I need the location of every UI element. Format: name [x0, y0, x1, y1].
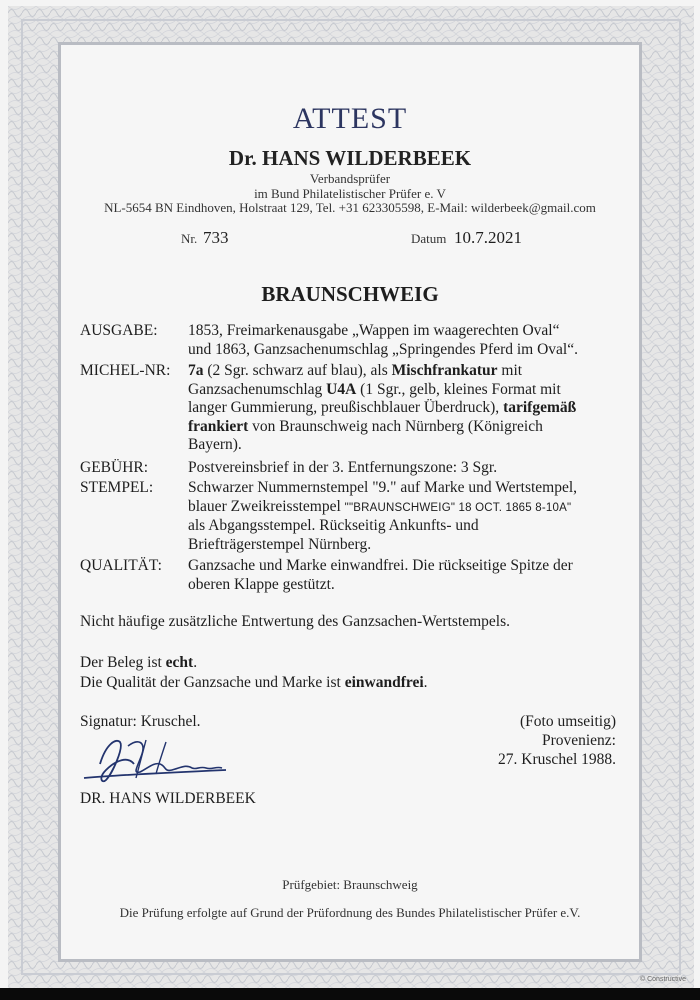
u4a-bold: U4A — [326, 380, 357, 398]
ausgabe-label: AUSGABE: — [80, 322, 158, 339]
nr-label: Nr. — [181, 231, 198, 246]
cancel-text: ""BRAUNSCHWEIG" 18 OCT. 1865 8-10A" — [344, 501, 572, 514]
stempel-line: Schwarzer Nummernstempel "9." auf Marke und Wertstempel, — [188, 479, 578, 496]
michel-text: (2 Sgr. schwarz auf blau), als — [203, 362, 392, 379]
verdict-text: Der Beleg ist — [80, 654, 166, 671]
tarifgemaess-bold: tarifgemäß — [503, 399, 577, 416]
verdict-quality — [80, 674, 428, 692]
examiner-address: NL-5654 BN Eindhoven, Holstraat 129, Tel. +31 623305598, E-Mail: wilderbeek@gmail.com — [104, 200, 596, 215]
stempel-value — [188, 479, 618, 554]
examiner-name: Dr. HANS WILDERBEEK — [228, 146, 472, 170]
einwandfrei-bold: einwandfrei — [344, 674, 424, 691]
verdict-text: . — [423, 674, 428, 691]
qualitaet-line: oberen Klappe gestützt. — [188, 575, 335, 593]
michel-text: Bayern). — [188, 436, 242, 453]
pruefgebiet: Prüfgebiet: Braunschweig — [282, 877, 418, 892]
ausgabe-value — [188, 322, 618, 359]
stempel-line: Briefträgerstempel Nürnberg. — [188, 535, 372, 553]
country-heading: BRAUNSCHWEIG — [261, 282, 439, 306]
scan-edge — [0, 988, 700, 1000]
michel-text: langer Gummierung, preußischblauer Überdruck), — [188, 399, 504, 416]
michel-text: (1 Sgr., gelb, kleines Format mit — [356, 380, 561, 398]
provenienz-label: Provenienz: — [541, 732, 616, 749]
michel-value — [188, 362, 618, 455]
stempel-text: blauer Zweikreisstempel — [188, 497, 345, 515]
stempel-line: als Abgangsstempel. Rückseitig Ankunfts- und — [188, 517, 479, 534]
stempel-label: STEMPEL: — [80, 479, 154, 496]
michel-text: Ganzsachenumschlag — [188, 380, 327, 398]
ausgabe-line: und 1863, Ganzsachenumschlag „Springendes Pferd im Oval“. — [188, 340, 578, 358]
michel-text: von Braunschweig nach Nürnberg (Königreich — [248, 417, 543, 435]
ausgabe-line: 1853, Freimarkenausgabe „Wappen im waagerechten Oval“ — [188, 322, 560, 339]
michel-label: MICHEL-NR: — [80, 362, 171, 379]
gebuehr-label: GEBÜHR: — [80, 459, 149, 476]
mischfrankatur-bold: Mischfrankatur — [391, 362, 498, 379]
examiner-association: im Bund Philatelistischer Prüfer e. V — [254, 186, 446, 201]
nr-value: 733 — [203, 228, 229, 247]
foto-note: (Foto umseitig) — [519, 713, 616, 730]
signer-name: DR. HANS WILDERBEEK — [80, 790, 256, 807]
signatur-label: Signatur: Kruschel. — [80, 713, 201, 730]
michel-text: mit — [497, 362, 523, 379]
provenienz-value: 27. Kruschel 1988. — [498, 751, 616, 768]
datum-label: Datum — [411, 231, 447, 246]
attest-title: ATTEST — [292, 102, 408, 135]
echt-bold: echt — [165, 654, 194, 671]
frankiert-bold: frankiert — [188, 417, 249, 435]
michel-number: 7a — [188, 362, 204, 379]
examiner-role: Verbandsprüfer — [309, 171, 391, 186]
verdict-text: Die Qualität der Ganzsache und Marke ist — [80, 674, 345, 691]
verdict-echt — [80, 654, 197, 672]
gebuehr-value: Postvereinsbrief in der 3. Entfernungszone: 3 Sgr. — [188, 459, 498, 476]
corner-mark: © Constructive — [640, 976, 687, 983]
qualitaet-label: QUALITÄT: — [80, 557, 162, 574]
footer-notice: Die Prüfung erfolgte auf Grund der Prüfordnung des Bundes Philatelistischer Prüfer e.V. — [119, 905, 581, 920]
remark: Nicht häufige zusätzliche Entwertung des Ganzsachen-Wertstempels. — [80, 613, 511, 630]
handwritten-signature — [76, 734, 236, 788]
verdict-text: . — [193, 654, 198, 671]
datum-value: 10.7.2021 — [454, 228, 522, 247]
qualitaet-line: Ganzsache und Marke einwandfrei. Die rückseitige Spitze der — [188, 557, 573, 574]
qualitaet-value — [188, 557, 618, 594]
